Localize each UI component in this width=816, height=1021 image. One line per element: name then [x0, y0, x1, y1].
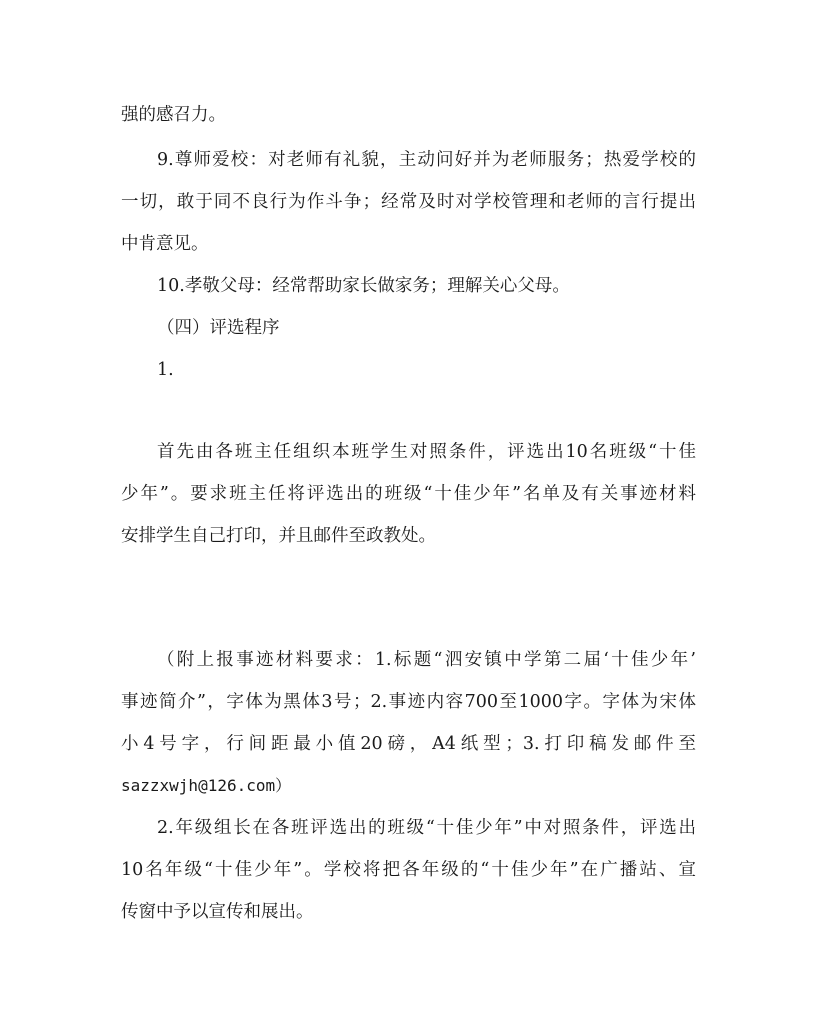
paragraph-line: 2.年级组长在各班评选出的班级“十佳少年”中对照条件，评选出 — [157, 818, 696, 838]
paragraph-line: 中肯意见。 — [121, 234, 209, 254]
paragraph-line: 小4号字，行间距最小值20磅，A4纸型；3.打印稿发邮件至 — [121, 734, 696, 754]
paragraph-line: 10名年级“十佳少年”。学校将把各年级的“十佳少年”在广播站、宣 — [121, 860, 696, 880]
paragraph-line: （附上报事迹材料要求：1.标题“泗安镇中学第二届‘十佳少年’ — [157, 650, 696, 670]
paragraph-line: 强的感召力。 — [121, 105, 226, 125]
paragraph-line: 传窗中予以宣传和展出。 — [121, 902, 314, 922]
section-heading: （四）评选程序 — [157, 318, 280, 338]
paragraph-line: 一切，敢于同不良行为作斗争；经常及时对学校管理和老师的言行提出 — [121, 192, 696, 212]
paragraph-line: 安排学生自己打印，并且邮件至政教处。 — [121, 526, 436, 546]
paragraph-line: 9.尊师爱校：对老师有礼貌，主动问好并为老师服务；热爱学校的 — [157, 150, 696, 170]
paragraph-line: 事迹简介”，字体为黑体3号；2.事迹内容700至1000字。字体为宋体 — [121, 692, 696, 712]
paragraph-line: 少年”。要求班主任将评选出的班级“十佳少年”名单及有关事迹材料 — [121, 484, 696, 504]
email-address: sazzxwjh@126.com） — [121, 776, 292, 795]
paragraph-line: 1. — [157, 360, 174, 380]
paragraph-line: 10.孝敬父母：经常帮助家长做家务；理解关心父母。 — [157, 276, 570, 296]
paragraph-line: 首先由各班主任组织本班学生对照条件，评选出10名班级“十佳 — [157, 442, 696, 462]
